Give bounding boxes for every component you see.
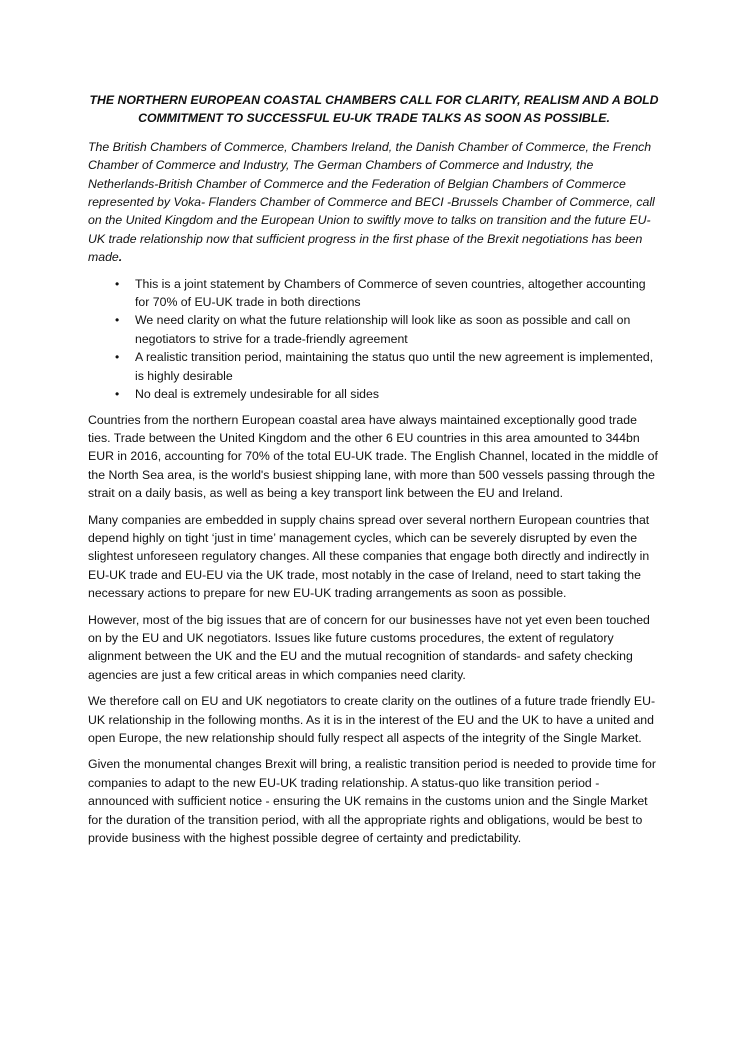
list-item-text: We need clarity on what the future relationship will look like as soon as possible and call on negotiators to strive for a trade-friendly agreement [135, 313, 631, 346]
list-item [88, 311, 660, 348]
paragraph-supply-chains: Many companies are embedded in supply chains spread over several northern European countries that depend highly on tight ‘just in time’ management cycles, which can be severely disrupted by even the slightest unforeseen regulatory changes. All these companies that engage both directly and indirectly in EU-UK trade and EU-EU via the UK trade, most notably in the case of Ireland, need to start taking the necessary actions to prepare for new EU-UK trading arrangements as soon as possible. [88, 512, 650, 601]
paragraph-open-issues: However, most of the big issues that are of concern for our businesses have not yet even been touched on by the EU and UK negotiators. Issues like future customs procedures, the extent of regulatory alignment between the UK and the EU and the mutual recognition of standards- and safety checking agencies are just a few critical areas in which companies need clarity. [88, 612, 650, 682]
list-item [88, 385, 660, 403]
list-item-text: This is a joint statement by Chambers of Commerce of seven countries, altogether accounting for 70% of EU-UK trade in both directions [135, 276, 646, 310]
list-item-text: A realistic transition period, maintaining the status quo until the new agreement is implemented, is highly desirable [135, 350, 654, 383]
paragraph-trade-ties: Countries from the northern European coastal area have always maintained exceptionally good trade ties. Trade between the United Kingdom and the other 6 EU countries in this area amounted to 344bn EUR in 2016, accounting for 70% of the total EU-UK trade. The English Channel, located in the middle of the North Sea area, is the world's busiest shipping lane, with more than 500 vessels passing through the strait on a daily basis, as well as being a key transport link between the EU and Ireland. [88, 412, 658, 501]
list-item [88, 275, 660, 312]
document-title: THE NORTHERN EUROPEAN COASTAL CHAMBERS CALL FOR CLARITY, REALISM AND A BOLD COMMITMENT TO SUCCESSFUL EU-UK TRADE TALKS AS SOON AS POSSIBLE. [89, 93, 659, 126]
bullet-icon: • [115, 313, 120, 328]
intro-paragraph [88, 138, 660, 267]
bullet-icon: • [115, 350, 120, 365]
paragraph-call-for-clarity: We therefore call on EU and UK negotiators to create clarity on the outlines of a future trade friendly EU-UK relationship in the following months. As it is in the interest of the EU and the UK to have a united and open Europe, the new relationship should fully respect all aspects of the integrity of the Single Market. [88, 694, 656, 745]
bullet-icon: • [115, 276, 120, 291]
list-item-text: No deal is extremely undesirable for all sides [135, 387, 380, 402]
bullet-icon: • [115, 387, 120, 402]
list-item [88, 348, 660, 385]
document-page [88, 91, 660, 855]
intro-text: The British Chambers of Commerce, Chambers Ireland, the Danish Chamber of Commerce, the French Chamber of Commerce and Industry, The German Chambers of Commerce and Industry, the Netherlands-British Chamber of Commerce and the Federation of Belgian Chambers of Commerce represented by Voka- Flanders Chamber of Commerce and BECI -Brussels Chamber of Commerce, call on the United Kingdom and the European Union to swiftly move to talks on transition and the future EU-UK trade relationship now that sufficient progress in the first phase of the Brexit negotiations has been made [88, 139, 655, 265]
key-points-list [88, 275, 660, 404]
intro-period: . [118, 250, 123, 265]
paragraph-transition-period: Given the monumental changes Brexit will bring, a realistic transition period is needed to provide time for companies to adapt to the new EU-UK trading relationship. A status-quo like transition period - announced with sufficient notice - ensuring the UK remains in the customs union and the Single Market for the duration of the transition period, with all the appropriate rights and obligations, would be best to provide business with the highest possible degree of certainty and predictability. [88, 757, 656, 846]
